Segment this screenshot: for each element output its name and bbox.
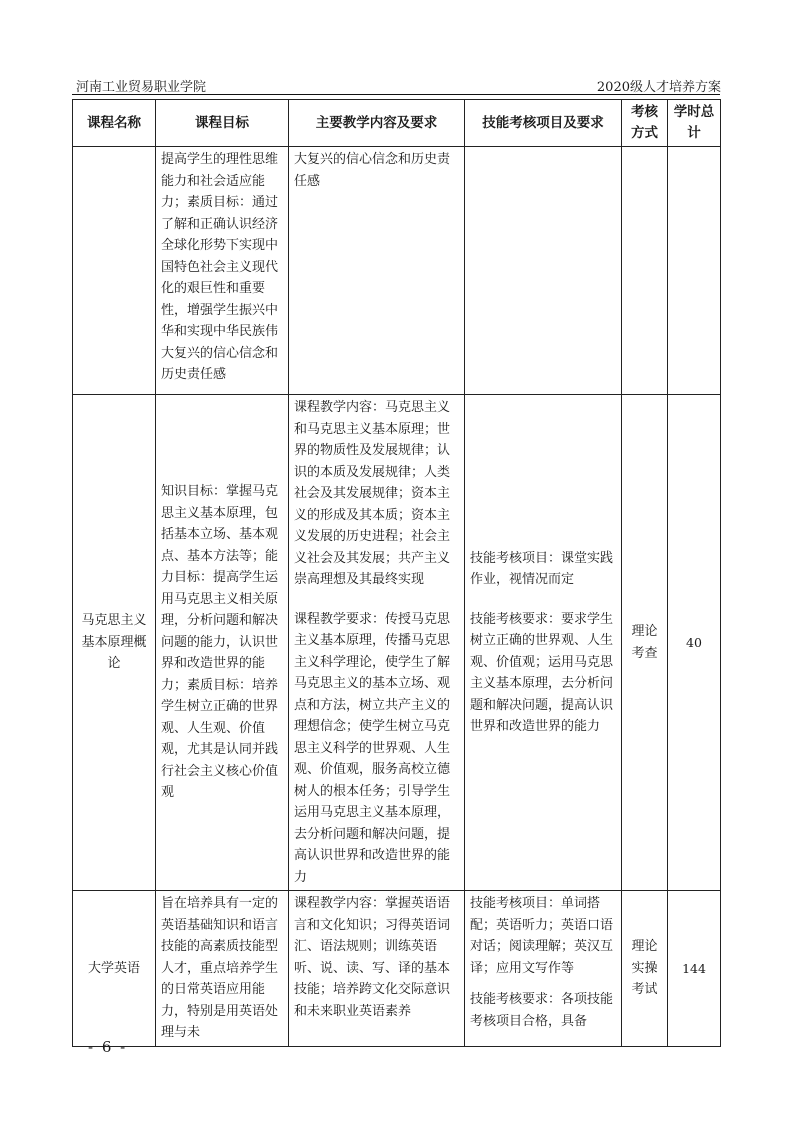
curriculum-table <box>72 99 721 1047</box>
teaching-content-cell <box>289 891 465 1047</box>
course-name-cell <box>73 147 156 395</box>
teaching-content-text: 课程教学内容：马克思主义和马克思主义基本原理；世界的物质性及发展规律；认识的本质及发展规律；人类社会及其发展规律；资本主义的形成及其本质；资本主义发展的历史进程；社会主义社会及其发展；共产主义崇高理想及其最终实现 <box>294 400 451 587</box>
header-course-goal: 课程目标 <box>156 100 289 147</box>
skill-item-text: 技能考核项目：课堂实践作业，视情况而定 <box>470 550 614 587</box>
teaching-content-cell <box>289 147 465 395</box>
assessment-method-cell: 理论考查 <box>622 395 668 891</box>
course-name-cell: 马克思主义基本原理概论 <box>73 395 156 891</box>
total-hours-cell: 144 <box>668 891 721 1047</box>
table-header-row <box>73 100 721 147</box>
assessment-method-cell <box>622 147 668 395</box>
teaching-content-text: 课程教学内容：掌握英语语言和文化知识；习得英语词汇、语法规则；训练英语听、说、读、写、译的基本技能；培养跨文化交际意识和未来职业英语素养 <box>294 896 451 1019</box>
teaching-content-cell <box>289 395 465 891</box>
table-row <box>73 891 721 1047</box>
skill-assessment-cell <box>465 147 622 395</box>
header-document-title: 2020级人才培养方案 <box>596 80 721 95</box>
header-skill-assessment: 技能考核项目及要求 <box>465 100 622 147</box>
course-name-cell: 大学英语 <box>73 891 156 1047</box>
teaching-requirement-text: 课程教学要求：传授马克思主义基本原理，传播马克思主义科学理论，使学生了解马克思主义的基本立场、观点和方法，树立共产主义的理想信念；使学生树立马克思主义科学的世界观、人生观、价值观，服务高校立德树人的根本任务；引导学生运用马克思主义基本原理，去分析问题和解决问题，提高认识世界和改造世界的能力 <box>294 611 451 885</box>
header-total-hours: 学时总计 <box>668 100 721 147</box>
skill-requirement-text: 技能考核要求：要求学生树立正确的世界观、人生观、价值观；运用马克思主义基本原理，去分析问题和解决问题，提高认识世界和改造世界的能力 <box>470 611 614 734</box>
page-number: - 6 - <box>88 1038 128 1056</box>
header-school-name: 河南工业贸易职业学院 <box>76 80 207 95</box>
skill-item-text: 技能考核项目：单词搭配；英语听力；英语口语对话；阅读理解；英汉互译；应用文写作等 <box>470 896 614 976</box>
table-row <box>73 395 721 891</box>
course-goal-cell: 旨在培养具有一定的英语基础知识和语言技能的高素质技能型人才，重点培养学生的日常英语应用能力，特别是用英语处理与未 <box>156 891 289 1047</box>
header-teaching-content: 主要教学内容及要求 <box>289 100 465 147</box>
total-hours-cell: 40 <box>668 395 721 891</box>
skill-requirement-text: 技能考核要求：各项技能考核项目合格，具备 <box>470 992 614 1029</box>
header-assessment-method: 考核方式 <box>622 100 668 147</box>
assessment-method-cell: 理论实操考试 <box>622 891 668 1047</box>
skill-assessment-cell <box>465 891 622 1047</box>
teaching-content-text: 大复兴的信心信念和历史责任感 <box>294 152 451 189</box>
skill-assessment-cell <box>465 395 622 891</box>
header-course-name: 课程名称 <box>73 100 156 147</box>
course-goal-cell: 提高学生的理性思维能力和社会适应能力；素质目标：通过了解和正确认识经济全球化形势下实现中国特色社会主义现代化的艰巨性和重要性，增强学生振兴中华和实现中华民族伟大复兴的信心信念和历史责任感 <box>156 147 289 395</box>
table-row <box>73 147 721 395</box>
course-goal-cell: 知识目标：掌握马克思主义基本原理，包括基本立场、基本观点、基本方法等；能力目标：提高学生运用马克思主义相关原理，分析问题和解决问题的能力，认识世界和改造世界的能力；素质目标：培养学生树立正确的世界观、人生观、价值观，尤其是认同并践行社会主义核心价值观 <box>156 395 289 891</box>
header-divider <box>72 94 720 95</box>
total-hours-cell <box>668 147 721 395</box>
